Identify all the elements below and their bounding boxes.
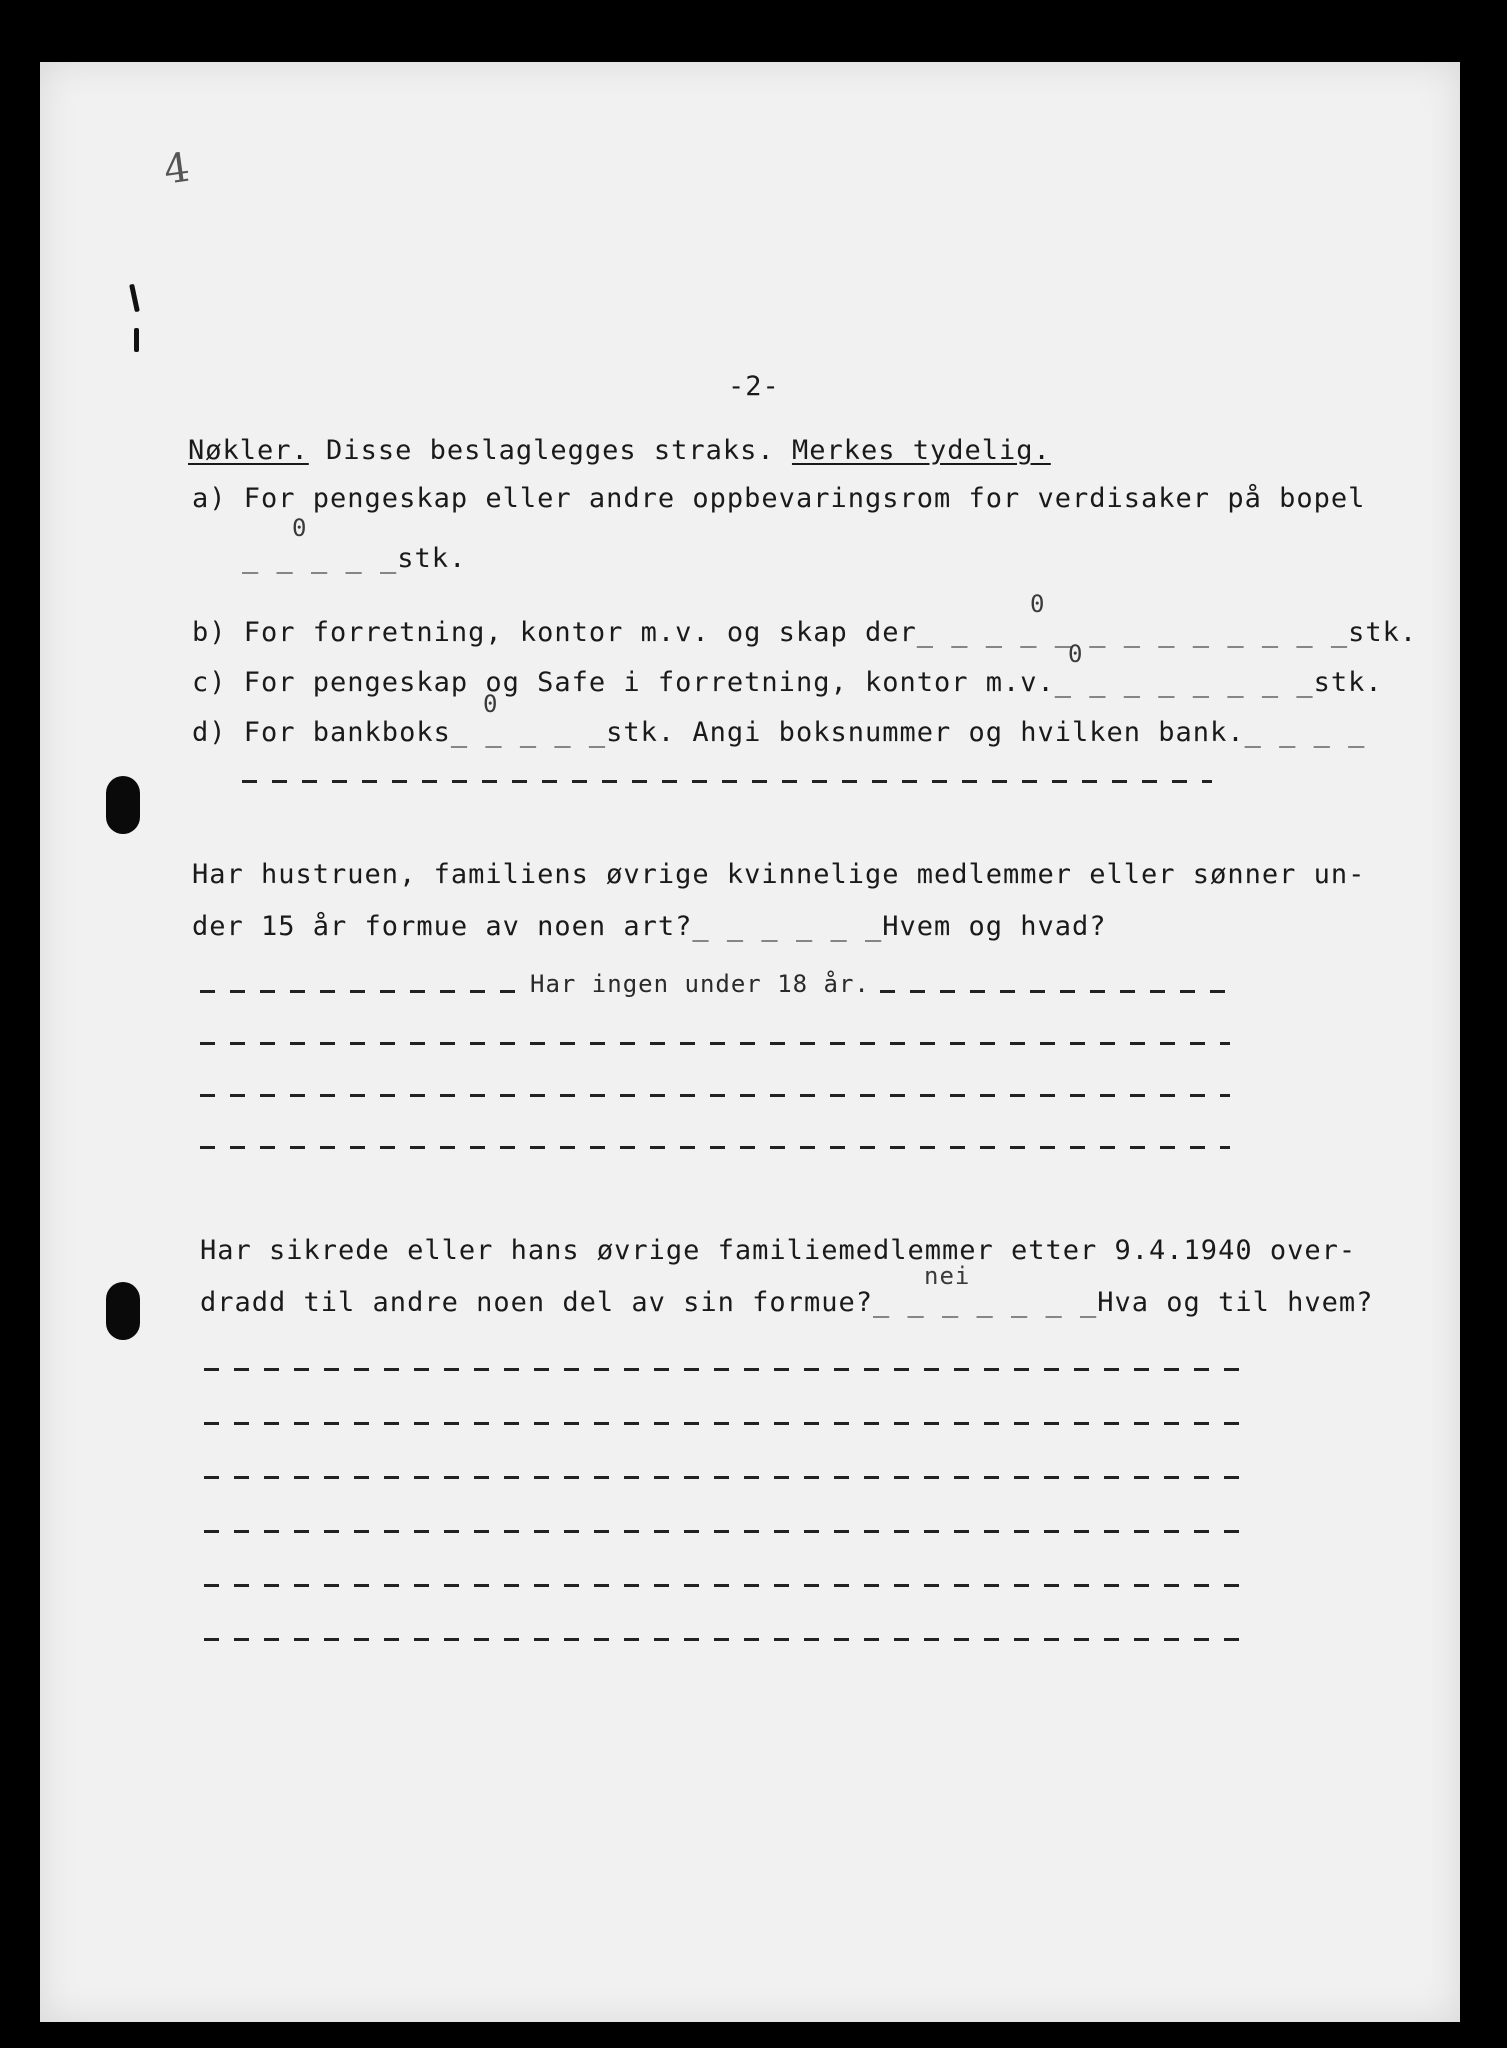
keys-heading [188,434,1051,468]
keys-a-line1: a) For pengeskap eller andre oppbevaringsrom for verdisaker på bopel [192,483,1366,514]
margin-tick-2 [134,328,139,352]
question2-line2: dradd til andre noen del av sin formue?_ _ _ _ _ _ _Hva og til hvem? [200,1287,1374,1318]
question2-blank-line-5 [204,1584,1244,1587]
question2-line1: Har sikrede eller hans øvrige familiemedlemmer etter 9.4.1940 over- [200,1235,1357,1266]
margin-tick-1 [129,284,140,312]
question1-line1: Har hustruen, familiens øvrige kvinnelige medlemmer eller sønner un- [192,859,1366,890]
keys-d-line: d) For bankboks_ _ _ _ _stk. Angi boksnummer og hvilken bank._ _ _ _ [192,717,1366,748]
question1-line2: der 15 år formue av noen art?_ _ _ _ _ _Hvem og hvad? [192,911,1107,942]
keys-c-line: c) For pengeskap og Safe i forretning, kontor m.v._ _ _ _ _ _ _ _stk. [192,667,1383,698]
keys-d-value: 0 [483,690,499,718]
keys-title: Nøkler. [188,435,309,466]
keys-emphasis: Merkes tydelig. [791,435,1051,466]
question1-blank-right [880,990,1230,993]
keys-instruction: Disse beslaglegges straks. [308,435,792,466]
question1-answer: Har ingen under 18 år. [530,970,870,998]
punch-hole-top [106,776,140,834]
keys-c-value: 0 [1068,640,1084,668]
question2-answer: nei [924,1262,971,1290]
question2-blank-line-2 [204,1422,1244,1425]
keys-a-value: 0 [292,514,308,542]
punch-hole-bottom [106,1282,140,1340]
question2-blank-line-1 [204,1368,1244,1371]
keys-b-line: b) For forretning, kontor m.v. og skap der_ _ _ _ _ _ _ _ _ _ _ _ _stk. [192,617,1418,648]
question1-blank-line-4 [200,1146,1230,1149]
question2-blank-line-6 [204,1638,1244,1641]
page-number: -2- [728,371,780,402]
question2-blank-line-4 [204,1530,1244,1533]
question2-blank-line-3 [204,1476,1244,1479]
document-page [40,62,1460,2022]
keys-d-blank-line [242,780,1212,783]
handwritten-page-mark: 4 [160,144,194,194]
keys-b-value: 0 [1030,590,1046,618]
keys-a-line2: _ _ _ _ _stk. [242,543,467,574]
question1-blank-line-2 [200,1042,1230,1045]
question1-blank-line-3 [200,1094,1230,1097]
question1-blank-left [200,990,520,993]
